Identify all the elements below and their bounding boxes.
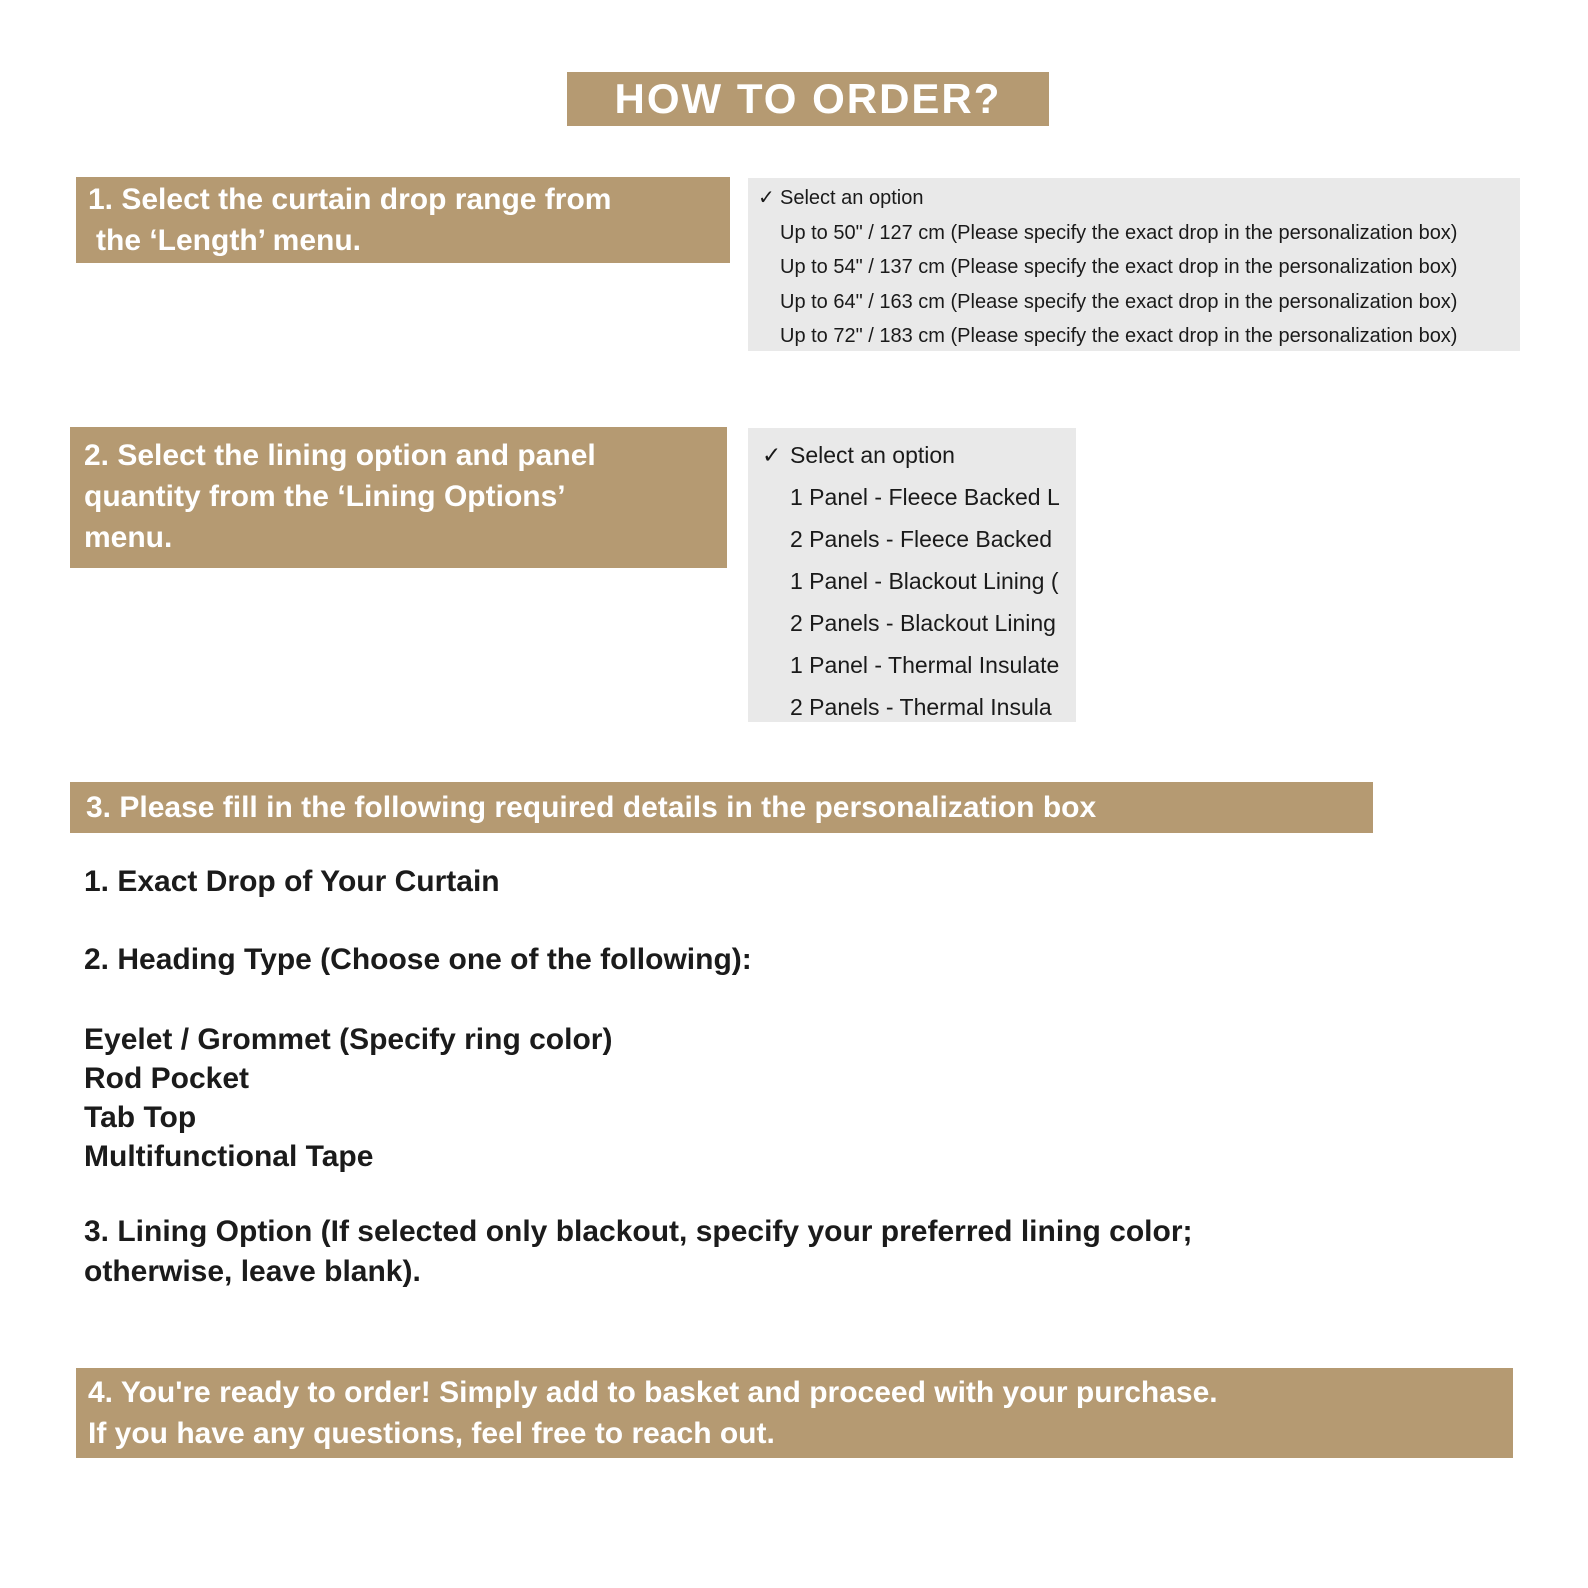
length-dropdown-option[interactable]: Up to 54" / 137 cm (Please specify the exact drop in the personalization box) xyxy=(780,256,1458,278)
heading-option-multifunctional-tape: Multifunctional Tape xyxy=(84,1140,374,1173)
length-dropdown-option[interactable]: Up to 72" / 183 cm (Please specify the exact drop in the personalization box) xyxy=(780,325,1458,347)
lining-dropdown-option[interactable]: 2 Panels - Thermal Insula xyxy=(790,694,1052,720)
step4-banner-line2: If you have any questions, feel free to reach out. xyxy=(88,1417,775,1450)
detail-heading-type: 2. Heading Type (Choose one of the following): xyxy=(84,943,752,976)
step4-banner-line1: 4. You're ready to order! Simply add to basket and proceed with your purchase. xyxy=(88,1376,1218,1409)
lining-options-dropdown-menu xyxy=(748,428,1076,722)
lining-dropdown-option[interactable]: 1 Panel - Blackout Lining ( xyxy=(790,568,1059,594)
step2-instruction-line2: quantity from the ‘Lining Options’ xyxy=(84,480,566,513)
heading-option-eyelet: Eyelet / Grommet (Specify ring color) xyxy=(84,1023,613,1056)
step3-banner: 3. Please fill in the following required details in the personalization box xyxy=(70,782,1373,833)
lining-dropdown-option[interactable]: 1 Panel - Fleece Backed L xyxy=(790,484,1060,510)
heading-option-tab-top: Tab Top xyxy=(84,1101,197,1134)
page-title: HOW TO ORDER? xyxy=(567,72,1049,126)
detail-lining-option-line1: 3. Lining Option (If selected only blackout, specify your preferred lining color; xyxy=(84,1215,1193,1248)
heading-type-options-list xyxy=(84,1020,612,1176)
lining-dropdown-option[interactable]: 2 Panels - Fleece Backed xyxy=(790,526,1053,552)
step2-instruction xyxy=(70,427,727,568)
length-dropdown-option[interactable]: Up to 50" / 127 cm (Please specify the exact drop in the personalization box) xyxy=(780,221,1458,244)
detail-lining-option xyxy=(84,1212,1193,1292)
detail-exact-drop: 1. Exact Drop of Your Curtain xyxy=(84,865,500,898)
step1-instruction xyxy=(76,177,730,263)
checkmark-icon: ✓ xyxy=(762,442,782,468)
step2-instruction-line3: menu. xyxy=(84,521,173,554)
lining-dropdown-selected-option[interactable] xyxy=(748,434,1076,476)
length-dropdown-menu xyxy=(748,178,1520,351)
length-dropdown-option[interactable]: Up to 64" / 163 cm (Please specify the exact drop in the personalization box) xyxy=(780,290,1458,313)
step1-instruction-line1: 1. Select the curtain drop range from xyxy=(88,183,612,216)
length-dropdown-selected-label: Select an option xyxy=(780,187,924,209)
step2-instruction-line1: 2. Select the lining option and panel xyxy=(84,439,596,472)
lining-dropdown-option[interactable]: 1 Panel - Thermal Insulate xyxy=(790,652,1060,678)
detail-lining-option-line2: otherwise, leave blank). xyxy=(84,1255,421,1288)
lining-dropdown-selected-label: Select an option xyxy=(790,442,955,468)
heading-option-rod-pocket: Rod Pocket xyxy=(84,1062,250,1095)
lining-dropdown-option[interactable]: 2 Panels - Blackout Lining xyxy=(790,610,1056,636)
step4-banner xyxy=(76,1368,1513,1458)
step1-instruction-line2: the ‘Length’ menu. xyxy=(96,224,362,257)
checkmark-icon: ✓ xyxy=(758,187,775,209)
length-dropdown-selected-option[interactable] xyxy=(748,181,1520,216)
